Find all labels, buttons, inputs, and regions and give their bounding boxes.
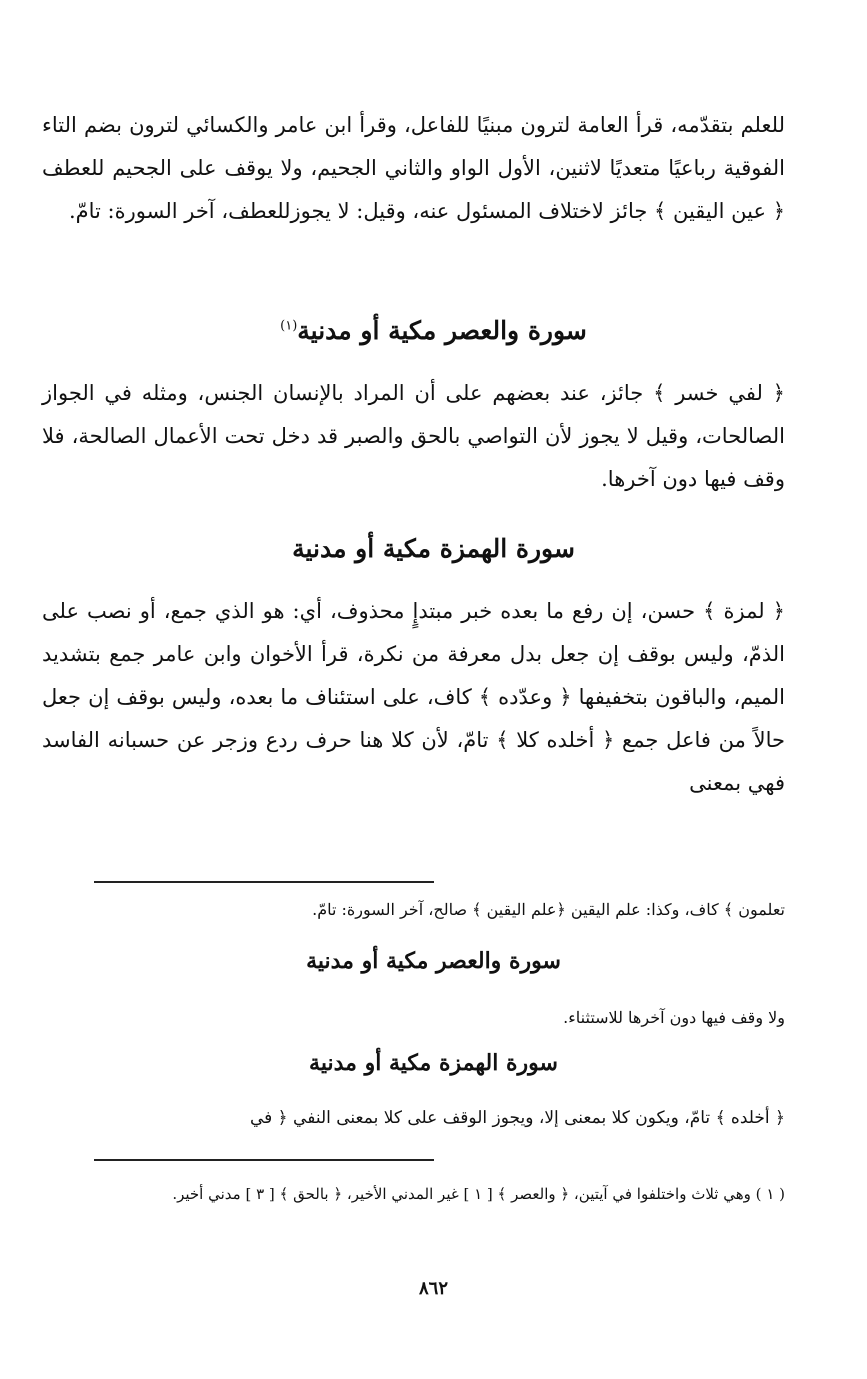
margin-note-1: تعلمون ﴾ كاف، وكذا: علم اليقين ﴿علم اليقين ﴾ صالح، آخر السورة: تامّ.	[312, 900, 785, 919]
footnote-divider	[94, 1159, 434, 1161]
note-heading-humaza: سورة الهمزة مكية أو مدنية	[309, 1050, 558, 1076]
footnote: ( ١ ) وهي ثلاث واختلفوا في آيتين، ﴿ والعصر ﴾ [ ١ ] غير المدني الأخير، ﴿ بالحق ﴾ [ ٣ ] مدني أخير.	[172, 1185, 785, 1203]
margin-note-2: ولا وقف فيها دون آخرها للاستثناء.	[563, 1008, 785, 1027]
footnote-marker: (١)	[280, 318, 298, 334]
note-heading-asr: سورة والعصر مكية أو مدنية	[306, 948, 561, 974]
heading-text: سورة والعصر مكية أو مدنية	[297, 316, 587, 345]
surah-heading-asr	[42, 316, 825, 345]
page-number: ٨٦٢	[418, 1278, 448, 1299]
paragraph-humaza: ﴿ لمزة ﴾ حسن، إن رفع ما بعده خبر مبتدإٍ محذوف، أي: هو الذي جمع، أو نصب على الذمّ، وليس بوقف إن جعل بدل معرفة من نكرة، قرأ الأخوان وابن عامر جمع بتشديد الميم، والباقون بتخفيفها ﴿ وعدّده ﴾ كاف، على استئناف ما بعده، وليس بوقف إن جعل حالاً من فاعل جمع ﴿ أخلده كلا ﴾ تامّ، لأن كلا هنا حرف ردع وزجر عن حسبانه الفاسد فهي بمعنى	[42, 599, 785, 795]
section-divider	[94, 881, 434, 883]
paragraph-asr: ﴿ لفي خسر ﴾ جائز، عند بعضهم على أن المراد بالإنسان الجنس، ومثله في الجواز الصالحات، وقيل لا يجوز لأن التواصي بالحق والصبر قد دخل تحت الأعمال الصالحة، فلا وقف فيها دون آخرها.	[42, 381, 785, 491]
margin-note-3: ﴿ أخلده ﴾ تامّ، ويكون كلا بمعنى إلا، ويجوز الوقف على كلا بمعنى النفي ﴿ في	[249, 1108, 785, 1128]
paragraph-takathur-end: للعلم بتقدّمه، قرأ العامة لترون مبنيًا للفاعل، وقرأ ابن عامر والكسائي لترون بضم التاء الفوقية رباعيًا متعديًا لاثنين، الأول الواو والثاني الجحيم، ولا يوقف على الجحيم للعطف ﴿ عين اليقين ﴾ جائز لاختلاف المسئول عنه، وقيل: لا يجوزللعطف، آخر السورة: تامّ.	[42, 113, 785, 223]
surah-heading-humaza: سورة الهمزة مكية أو مدنية	[292, 534, 575, 563]
